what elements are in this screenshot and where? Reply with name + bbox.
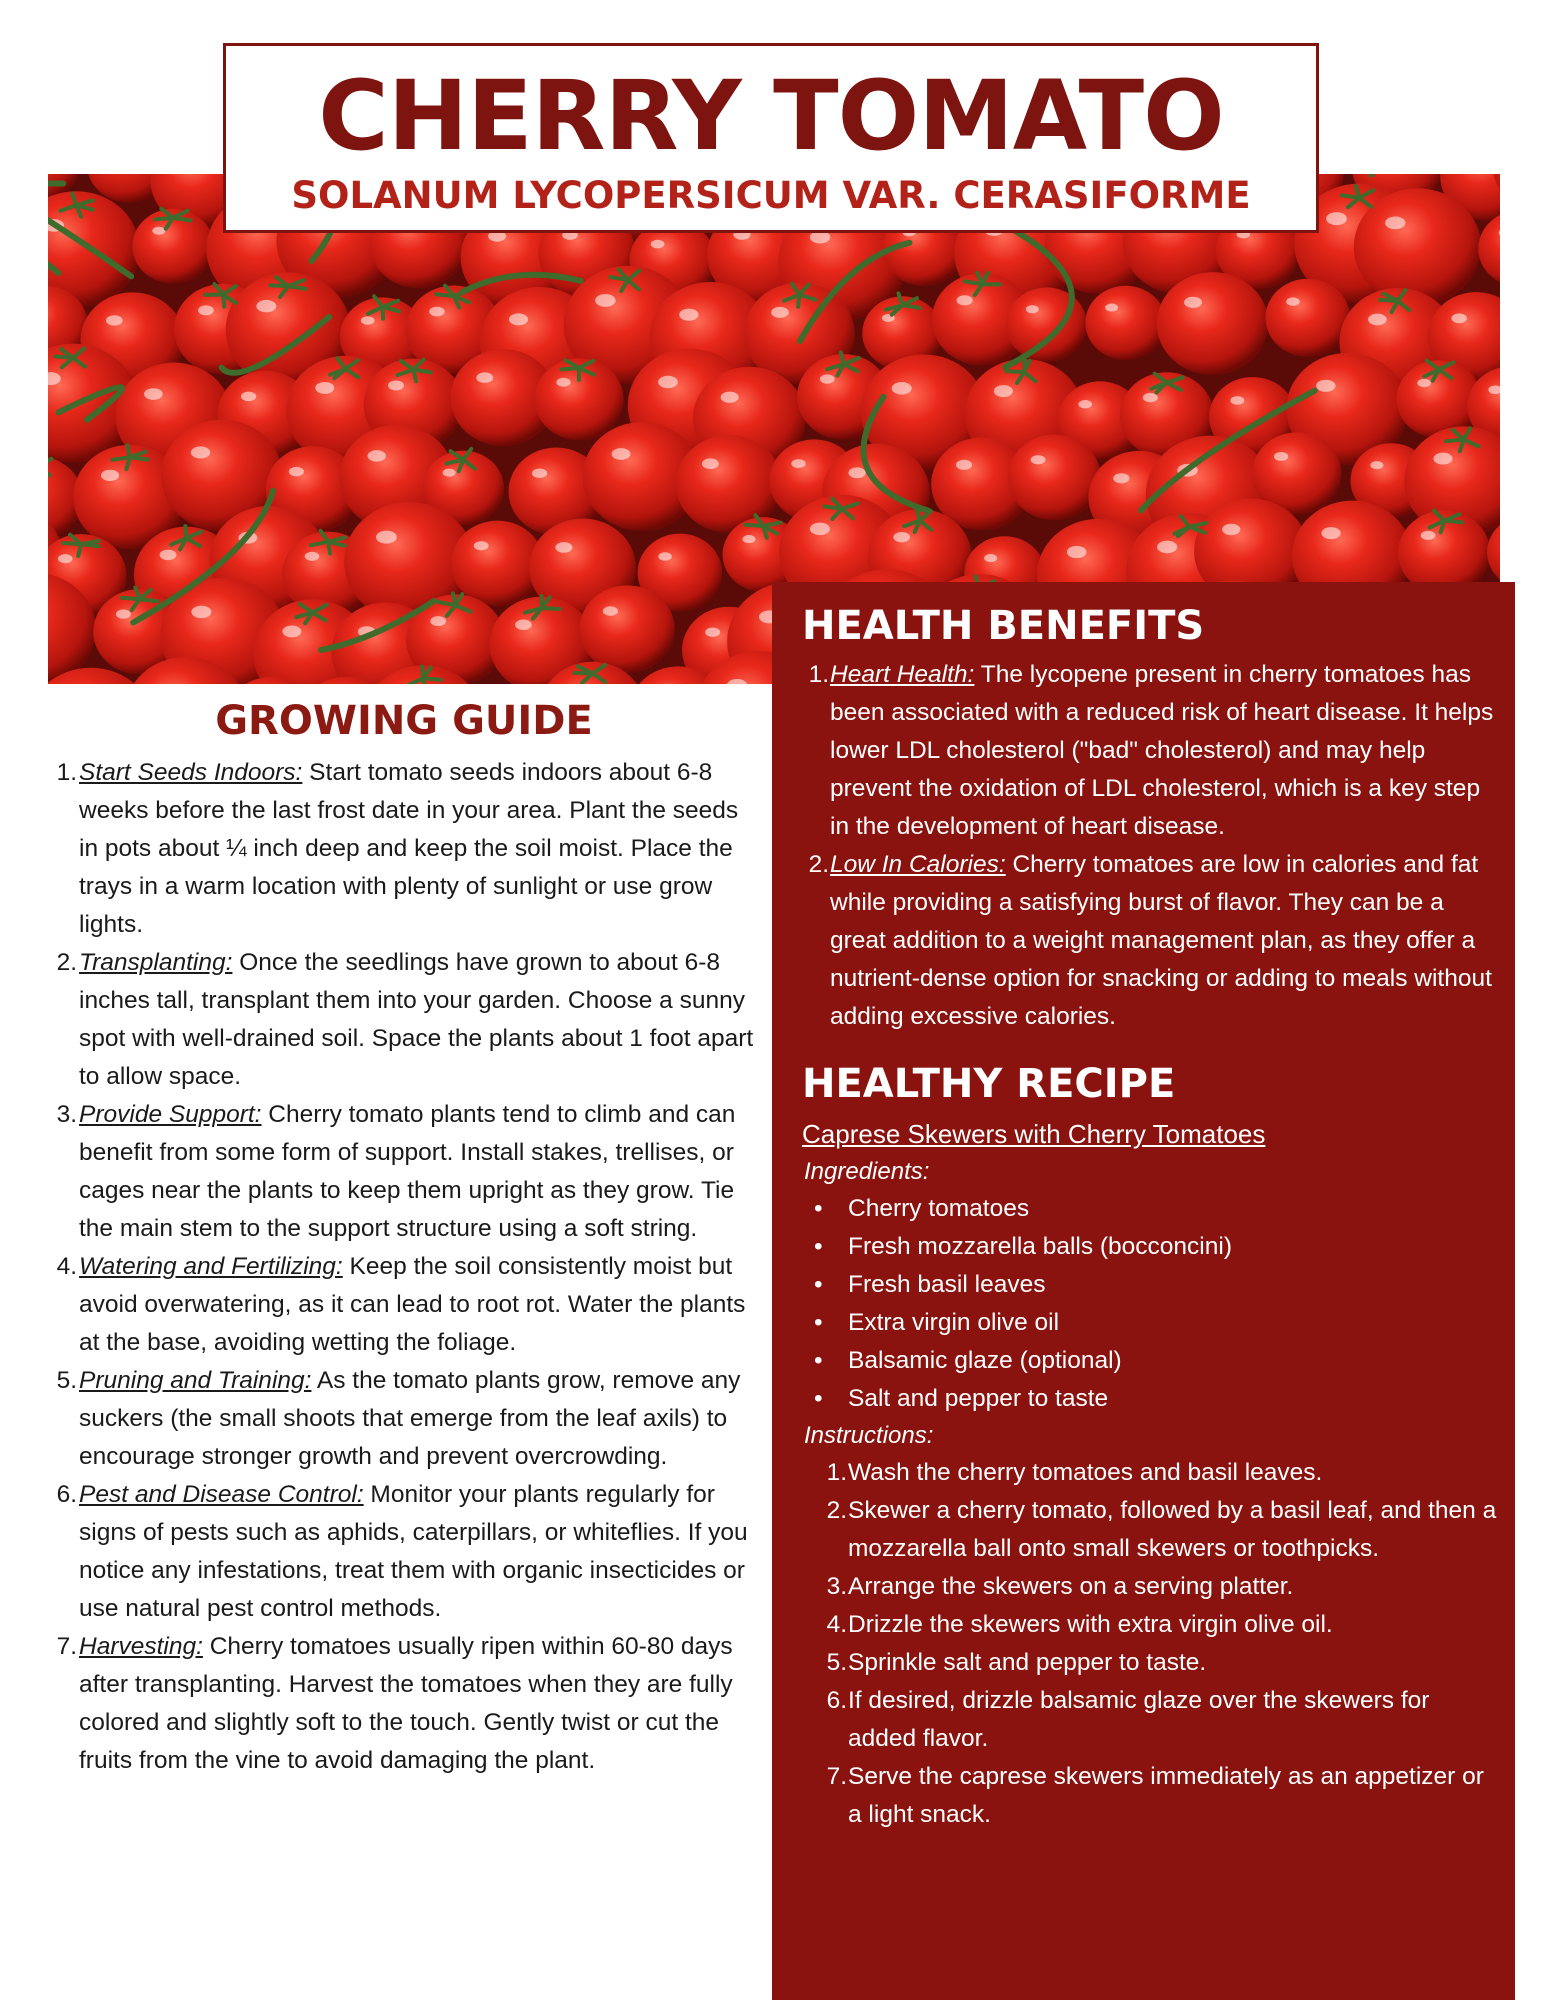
tomato-highlight [1316, 380, 1335, 392]
tomato-highlight [116, 609, 131, 618]
step-lead: Provide Support: [79, 1101, 262, 1128]
tomato-highlight [984, 554, 997, 562]
list-item [802, 1380, 1498, 1418]
sepal-shape [1006, 371, 1024, 372]
list-number: 5. [56, 1367, 77, 1394]
tomato-highlight [1105, 304, 1118, 312]
benefit-lead: Heart Health: [830, 661, 975, 688]
tomato-highlight [191, 446, 210, 458]
healthy-recipe-heading: HEALTHY RECIPE [802, 1061, 1176, 1107]
instruction-text: Arrange the skewers on a serving platter. [848, 1573, 1294, 1600]
instruction-text: If desired, drizzle balsamic glaze over the skewers for added flavor. [848, 1687, 1430, 1752]
tomato-highlight [743, 535, 756, 543]
list-item [802, 1228, 1498, 1266]
tomato-highlight [152, 227, 165, 235]
tomato-highlight [892, 382, 912, 395]
tomato-highlight [1113, 473, 1129, 483]
tomato-highlight [893, 532, 910, 542]
tomato-highlight [651, 240, 665, 249]
tomato-highlight [305, 552, 320, 561]
tomato-highlight [956, 460, 972, 470]
tomato-highlight [1230, 396, 1244, 405]
tomato-highlight [1078, 400, 1092, 408]
tomato-highlight [612, 448, 631, 460]
tomato-highlight [198, 305, 214, 315]
list-number: 2. [826, 1497, 847, 1524]
ingredients-label: Ingredients: [804, 1158, 930, 1185]
ingredient-text: Balsamic glaze (optional) [848, 1347, 1122, 1374]
list-number: 3. [826, 1573, 847, 1600]
list-item [802, 656, 1498, 846]
tomato-highlight [1433, 453, 1452, 465]
tomato-highlight [430, 616, 446, 626]
list-item [802, 1342, 1498, 1380]
page-subtitle: SOLANUM LYCOPERSICUM VAR. CERASIFORME [291, 174, 1251, 217]
tomato-highlight [532, 469, 547, 479]
list-number: 1. [808, 661, 829, 688]
instruction-text: Sprinkle salt and pepper to taste. [848, 1649, 1207, 1676]
tomato-highlight [702, 458, 719, 469]
bullet-icon: • [814, 1309, 823, 1336]
tomato-highlight [256, 300, 276, 313]
list-number: 7. [826, 1763, 847, 1790]
title-box [223, 43, 1319, 233]
step-text: As the tomato plants grow, remove any suckers (the small shoots that emerge from the leaf axils) to encourage stronger growth and prevent overcrowding. [79, 1367, 741, 1470]
tomato-highlight [771, 307, 789, 318]
tomato-shape [1157, 272, 1269, 375]
health-benefits-list [802, 656, 1498, 1036]
instructions-list [802, 1454, 1498, 1834]
tomato-highlight [368, 450, 386, 462]
list-number: 4. [56, 1253, 77, 1280]
list-item [802, 1644, 1498, 1682]
right-panel [772, 582, 1515, 2000]
sepal-shape [122, 598, 140, 600]
list-number: 1. [56, 759, 77, 786]
recipe-name: Caprese Skewers with Cherry Tomatoes [802, 1119, 1266, 1149]
tomato-shape [1085, 286, 1166, 360]
list-number: 2. [808, 851, 829, 878]
step-lead: Harvesting: [79, 1633, 203, 1660]
tomato-highlight [1143, 393, 1158, 402]
tomato-highlight [509, 313, 528, 325]
tomato-highlight [994, 385, 1013, 397]
list-item [802, 1606, 1498, 1644]
tomato-highlight [1421, 531, 1436, 540]
list-number: 6. [56, 1481, 77, 1508]
instructions-label: Instructions: [804, 1422, 934, 1449]
tomato-highlight [1286, 297, 1300, 305]
bullet-icon: • [814, 1271, 823, 1298]
tomato-shape [579, 585, 674, 673]
tomato-highlight [555, 542, 572, 553]
step-lead: Pruning and Training: [79, 1367, 312, 1394]
benefit-lead: Low In Calories: [830, 851, 1006, 878]
tomato-highlight [658, 552, 672, 560]
list-number: 1. [826, 1459, 847, 1486]
step-text: Keep the soil consistently moist but avoid overwatering, as it can lead to root rot. Water the plants at the base, avoiding wetting the foliage. [79, 1253, 746, 1356]
tomato-highlight [144, 388, 163, 400]
list-number: 6. [826, 1687, 847, 1714]
tomato-highlight [443, 469, 456, 477]
health-benefits-heading: HEALTH BENEFITS [802, 603, 1205, 649]
list-item [802, 1492, 1498, 1568]
list-item [802, 1568, 1498, 1606]
growing-guide-section [50, 696, 758, 1780]
bullet-icon: • [814, 1347, 823, 1374]
growing-guide-heading: GROWING GUIDE [215, 698, 593, 744]
tomato-highlight [705, 627, 720, 636]
tomato-highlight [556, 378, 570, 387]
tomato-highlight [315, 382, 334, 394]
tomato-highlight [595, 294, 616, 307]
tomato-highlight [820, 374, 835, 383]
list-item [802, 846, 1498, 1036]
tomato-highlight [1222, 524, 1240, 535]
list-item [802, 1190, 1498, 1228]
instruction-text: Wash the cherry tomatoes and basil leaves. [848, 1459, 1323, 1486]
step-lead: Watering and Fertilizing: [79, 1253, 343, 1280]
sepal-shape [112, 457, 130, 460]
tomato-highlight [1184, 297, 1202, 308]
list-item [50, 1096, 758, 1248]
step-text: Once the seedlings have grown to about 6-8 inches tall, transplant them into your garden. Choose a sunny spot with well-drained soil. Space the plants about 1 foot apart to allow space. [79, 949, 754, 1090]
list-item [802, 1682, 1498, 1758]
tomato-highlight [429, 307, 444, 317]
list-item [50, 1476, 758, 1628]
list-item [50, 1248, 758, 1362]
tomato-highlight [848, 467, 865, 478]
list-number: 3. [56, 1101, 77, 1128]
benefit-text: Cherry tomatoes are low in calories and fat while providing a satisfying burst of flavor. They can be a great addition to a weight management plan, as they offer a nutrient-dense option for snacking or adding to meals without adding excessive calories. [830, 851, 1492, 1030]
tomato-highlight [957, 295, 973, 305]
ingredient-text: Fresh basil leaves [848, 1271, 1046, 1298]
list-item [802, 1454, 1498, 1492]
list-item [50, 754, 758, 944]
step-lead: Start Seeds Indoors: [79, 759, 303, 786]
list-item [802, 1266, 1498, 1304]
tomato-highlight [679, 309, 698, 321]
tomato-highlight [58, 554, 73, 563]
tomato-highlight [388, 380, 404, 390]
tomato-highlight [1417, 379, 1431, 387]
tomato-highlight [101, 470, 119, 481]
step-text: Start tomato seeds indoors about 6-8 weeks before the last frost date in your area. Plant the seeds in pots about ¼ inch deep and keep the soil moist. Place the trays in a warm location with plenty of sunlight or use grow lights. [79, 759, 739, 938]
step-lead: Pest and Disease Control: [79, 1481, 364, 1508]
instruction-text: Serve the caprese skewers immediately as an appetizer or a light snack. [848, 1763, 1484, 1828]
growing-guide-list [50, 754, 758, 1780]
tomato-highlight [361, 316, 375, 325]
sepal-shape [423, 678, 441, 679]
list-item [50, 944, 758, 1096]
tomato-highlight [289, 467, 304, 476]
ingredient-text: Cherry tomatoes [848, 1195, 1030, 1222]
tomato-highlight [1451, 313, 1467, 323]
tomato-highlight [1326, 212, 1347, 225]
tomato-highlight [191, 606, 211, 619]
tomato-highlight [603, 606, 618, 616]
tomato-shape [1265, 279, 1350, 357]
tomato-highlight [658, 376, 678, 388]
list-number: 7. [56, 1633, 77, 1660]
tomato-highlight [810, 523, 830, 536]
list-number: 5. [826, 1649, 847, 1676]
tomato-highlight [1368, 314, 1387, 326]
tomato-highlight [1067, 546, 1087, 558]
bullet-icon: • [814, 1195, 823, 1222]
tomato-highlight [791, 459, 805, 468]
tomato-highlight [1026, 305, 1039, 313]
page-title: CHERRY TOMATO [318, 60, 1224, 172]
tomato-highlight [1370, 461, 1383, 469]
tomato-highlight [721, 392, 739, 403]
tomato-highlight [1321, 527, 1340, 539]
tomato-highlight [474, 541, 489, 550]
step-text: Monitor your plants regularly for signs of pests such as aphids, caterpillars, or whiteflies. If you notice any infestations, treat them with organic insecticides or use natural pest control methods. [79, 1481, 748, 1622]
list-number: 2. [56, 949, 77, 976]
benefit-text: The lycopene present in cherry tomatoes has been associated with a reduced risk of heart disease. It helps lower LDL cholesterol ("bad" cholesterol) and may help prevent the oxidation of LDL cholesterol, which is a key step in the development of heart disease. [830, 661, 1494, 840]
bullet-icon: • [814, 1233, 823, 1260]
ingredients-list [802, 1190, 1498, 1418]
tomato-shape [1006, 287, 1087, 361]
step-text: Cherry tomato plants tend to climb and can benefit from some form of support. Install stakes, trellises, or cages near the plants to keep them upright as they grow. Tie the main stem to the support structure using a soft string. [79, 1101, 736, 1242]
tomato-highlight [1385, 216, 1405, 229]
bullet-icon: • [814, 1385, 823, 1412]
tomato-highlight [515, 620, 532, 630]
list-item [50, 1362, 758, 1476]
tomato-highlight [241, 392, 256, 402]
tomato-highlight [160, 550, 177, 560]
tomato-highlight [376, 531, 397, 544]
tomato-highlight [106, 315, 123, 325]
tomato-shape [1008, 435, 1101, 521]
list-item [802, 1758, 1498, 1834]
ingredient-text: Fresh mozzarella balls (bocconcini) [848, 1233, 1232, 1260]
tomato-highlight [1274, 452, 1288, 461]
tomato-highlight [1031, 455, 1046, 464]
tomato-highlight [1157, 541, 1177, 554]
tomato-highlight [476, 372, 493, 383]
sepal-shape [542, 608, 560, 609]
list-item [802, 1304, 1498, 1342]
step-text: Cherry tomatoes usually ripen within 60-80 days after transplanting. Harvest the tomatoes when they are fully colored and slightly soft to the touch. Gently twist or cut the fruits from the vine to avoid damaging the plant. [79, 1633, 733, 1774]
instruction-text: Drizzle the skewers with extra virgin olive oil. [848, 1611, 1333, 1638]
instruction-text: Skewer a cherry tomato, followed by a basil leaf, and then a mozzarella ball onto small skewers or toothpicks. [848, 1497, 1497, 1562]
step-lead: Transplanting: [79, 949, 233, 976]
list-number: 4. [826, 1611, 847, 1638]
ingredient-text: Salt and pepper to taste [848, 1385, 1109, 1412]
list-item [50, 1628, 758, 1780]
sepal-shape [413, 369, 430, 372]
tomato-highlight [282, 625, 301, 637]
ingredient-text: Extra virgin olive oil [848, 1309, 1060, 1336]
